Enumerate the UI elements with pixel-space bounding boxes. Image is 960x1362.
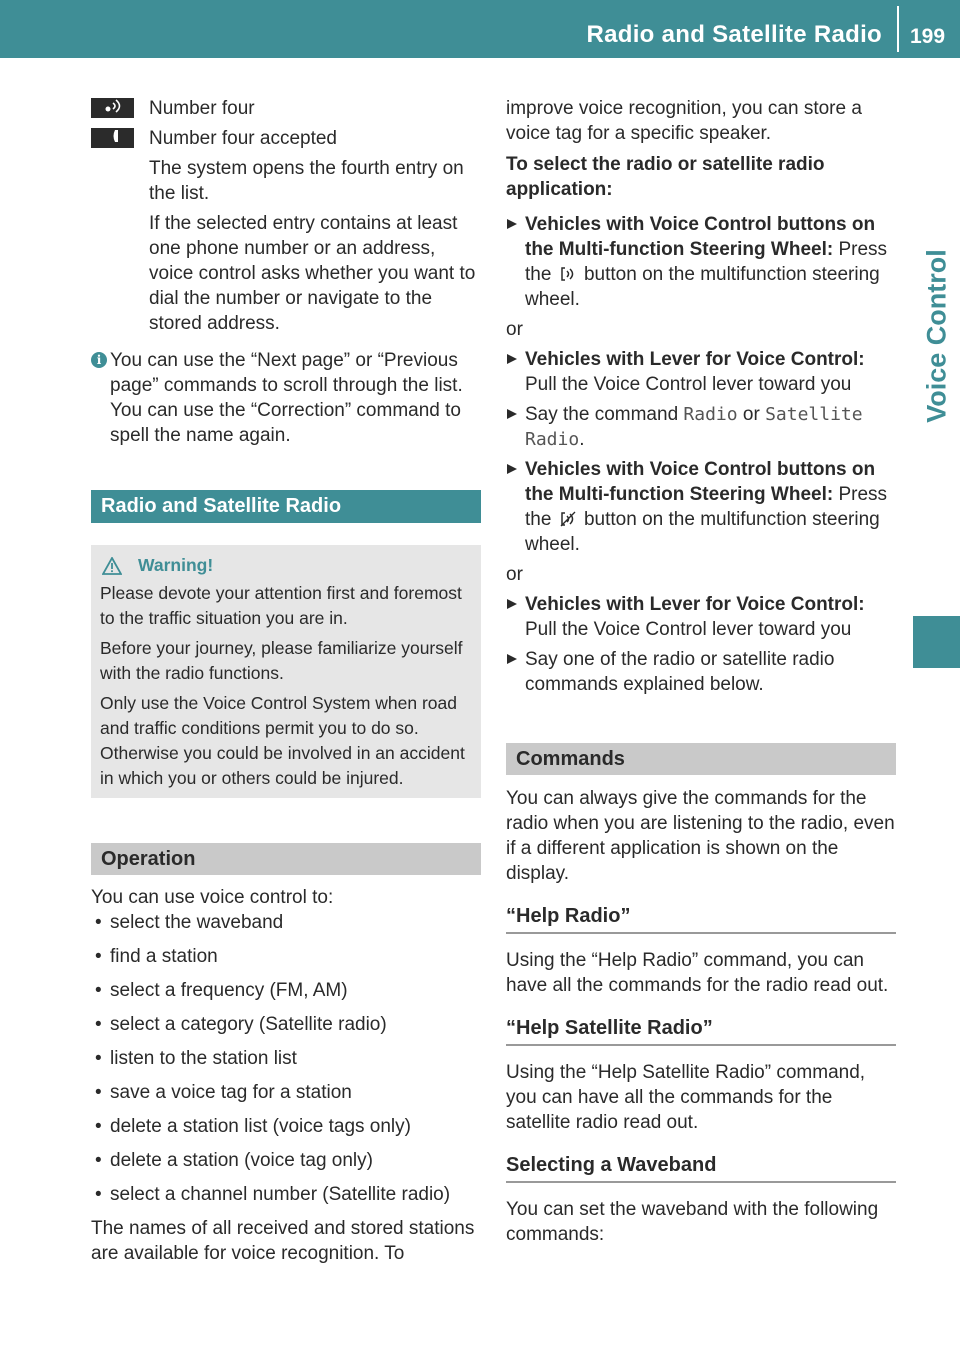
closing-text: The names of all received and stored stations are available for voice recognition. To (91, 1218, 475, 1264)
page-header (0, 0, 960, 58)
section-title-operation: Operation (91, 843, 481, 875)
list-item: • select a channel number (Satellite radio) (91, 1182, 481, 1207)
commands-text: You can always give the commands for the radio when you are listening to the radio, even if a different application is shown on the display. (506, 788, 895, 884)
list-item: • find a station (91, 944, 481, 969)
step-arrow-icon (506, 408, 518, 420)
step-3-end: . (579, 429, 585, 450)
warning-box (91, 545, 481, 798)
section-title-commands: Commands (506, 743, 896, 775)
dialog-user (91, 96, 481, 121)
system-icon (91, 128, 134, 148)
step-arrow-icon (506, 353, 518, 365)
list-item: • select the waveband (91, 910, 481, 935)
subhead-waveband: Selecting a Waveband (506, 1153, 896, 1183)
dialog-system (91, 126, 481, 336)
warning-para-1: Please devote your attention first and foremost to the traffic situation you are in. (100, 583, 462, 628)
list-item: • select a frequency (FM, AM) (91, 978, 481, 1003)
subhead-help-satellite: “Help Satellite Radio” (506, 1016, 896, 1046)
dialog-system-text: Number four accepted (149, 128, 337, 149)
or-2: or (506, 564, 523, 585)
dialog-user-text: Number four (149, 98, 255, 119)
dialog-para-1: The system opens the fourth entry on the list. (149, 158, 464, 204)
step-2-bold: Vehicles with Lever for Voice Control: (525, 349, 865, 370)
warning-title: Warning! (138, 555, 214, 575)
step-2-rest: Pull the Voice Control lever toward you (525, 374, 852, 395)
operation-intro: You can use voice control to: (91, 887, 334, 908)
header-title: Radio and Satellite Radio (586, 21, 882, 48)
left-column (91, 96, 481, 1266)
info-note (91, 348, 481, 448)
info-text: You can use the “Next page” or “Previous page” commands to scroll through the list. You can use the “Correction” command to spell the name again. (110, 350, 463, 446)
list-item: • listen to the station list (91, 1046, 481, 1071)
waveband-text: You can set the waveband with the following commands: (506, 1199, 879, 1245)
step-3 (506, 402, 896, 452)
header-divider (897, 6, 899, 52)
list-item: • delete a station (voice tag only) (91, 1148, 481, 1173)
side-tab (913, 58, 960, 614)
info-icon: i (91, 352, 107, 368)
step-1-rest: button on the multifunction steering wheel. (525, 264, 880, 310)
continued-text: improve voice recognition, you can store a voice tag for a specific speaker. (506, 98, 862, 144)
step-6 (506, 647, 896, 697)
list-item: • select a category (Satellite radio) (91, 1012, 481, 1037)
warning-heading (100, 553, 472, 578)
warning-para-3: Only use the Voice Control System when road and traffic conditions permit you to do so. Otherwise you could be involved in an accident in which you or others could be injured. (100, 693, 465, 788)
step-6-text: Say one of the radio or satellite radio commands explained below. (525, 649, 835, 695)
voice-button-icon (557, 265, 579, 285)
step-5-rest: Pull the Voice Control lever toward you (525, 619, 852, 640)
list-item: • save a voice tag for a station (91, 1080, 481, 1105)
command-satellite-radio: Satellite Radio (525, 404, 863, 450)
dialog-para-2: If the selected entry contains at least one phone number or an address, voice control asks whether you want to dial the number or navigate to the stored address. (149, 213, 476, 334)
warning-para-2: Before your journey, please familiarize yourself with the radio functions. (100, 638, 463, 683)
help-satellite-text: Using the “Help Satellite Radio” command, you can have all the commands for the satellite radio read out. (506, 1062, 866, 1133)
side-tab-label: Voice Control (921, 249, 951, 423)
speaker-icon (91, 98, 134, 118)
voice-off-button-icon (557, 510, 579, 530)
step-4-bold: Vehicles with Voice Control buttons on the Multi-function Steering Wheel: (525, 459, 876, 505)
warning-icon (102, 557, 122, 575)
list-item: • delete a station list (voice tags only) (91, 1114, 481, 1139)
step-arrow-icon (506, 463, 518, 475)
or-1: or (506, 319, 523, 340)
command-radio: Radio (683, 404, 738, 425)
step-5 (506, 592, 896, 642)
step-2 (506, 347, 896, 397)
step-4 (506, 457, 896, 557)
step-3-or: or (742, 404, 760, 425)
section-title-radio: Radio and Satellite Radio (91, 490, 481, 523)
side-tab-marker (913, 616, 960, 668)
step-arrow-icon (506, 653, 518, 665)
right-column (506, 96, 896, 1247)
step-3-text: Say the command (525, 404, 679, 425)
operation-list (91, 910, 481, 1207)
select-heading: To select the radio or satellite radio application: (506, 154, 825, 200)
step-arrow-icon (506, 218, 518, 230)
step-5-bold: Vehicles with Lever for Voice Control: (525, 594, 865, 615)
step-arrow-icon (506, 598, 518, 610)
step-4-rest: button on the multifunction steering wheel. (525, 509, 880, 555)
step-1-press: Press the (525, 239, 888, 285)
step-4-press: Press the (525, 484, 888, 530)
step-1-bold: Vehicles with Voice Control buttons on the Multi-function Steering Wheel: (525, 214, 876, 260)
help-radio-text: Using the “Help Radio” command, you can have all the commands for the radio read out. (506, 950, 889, 996)
subhead-help-radio: “Help Radio” (506, 904, 896, 934)
page-number: 199 (910, 25, 946, 48)
step-1 (506, 212, 896, 312)
